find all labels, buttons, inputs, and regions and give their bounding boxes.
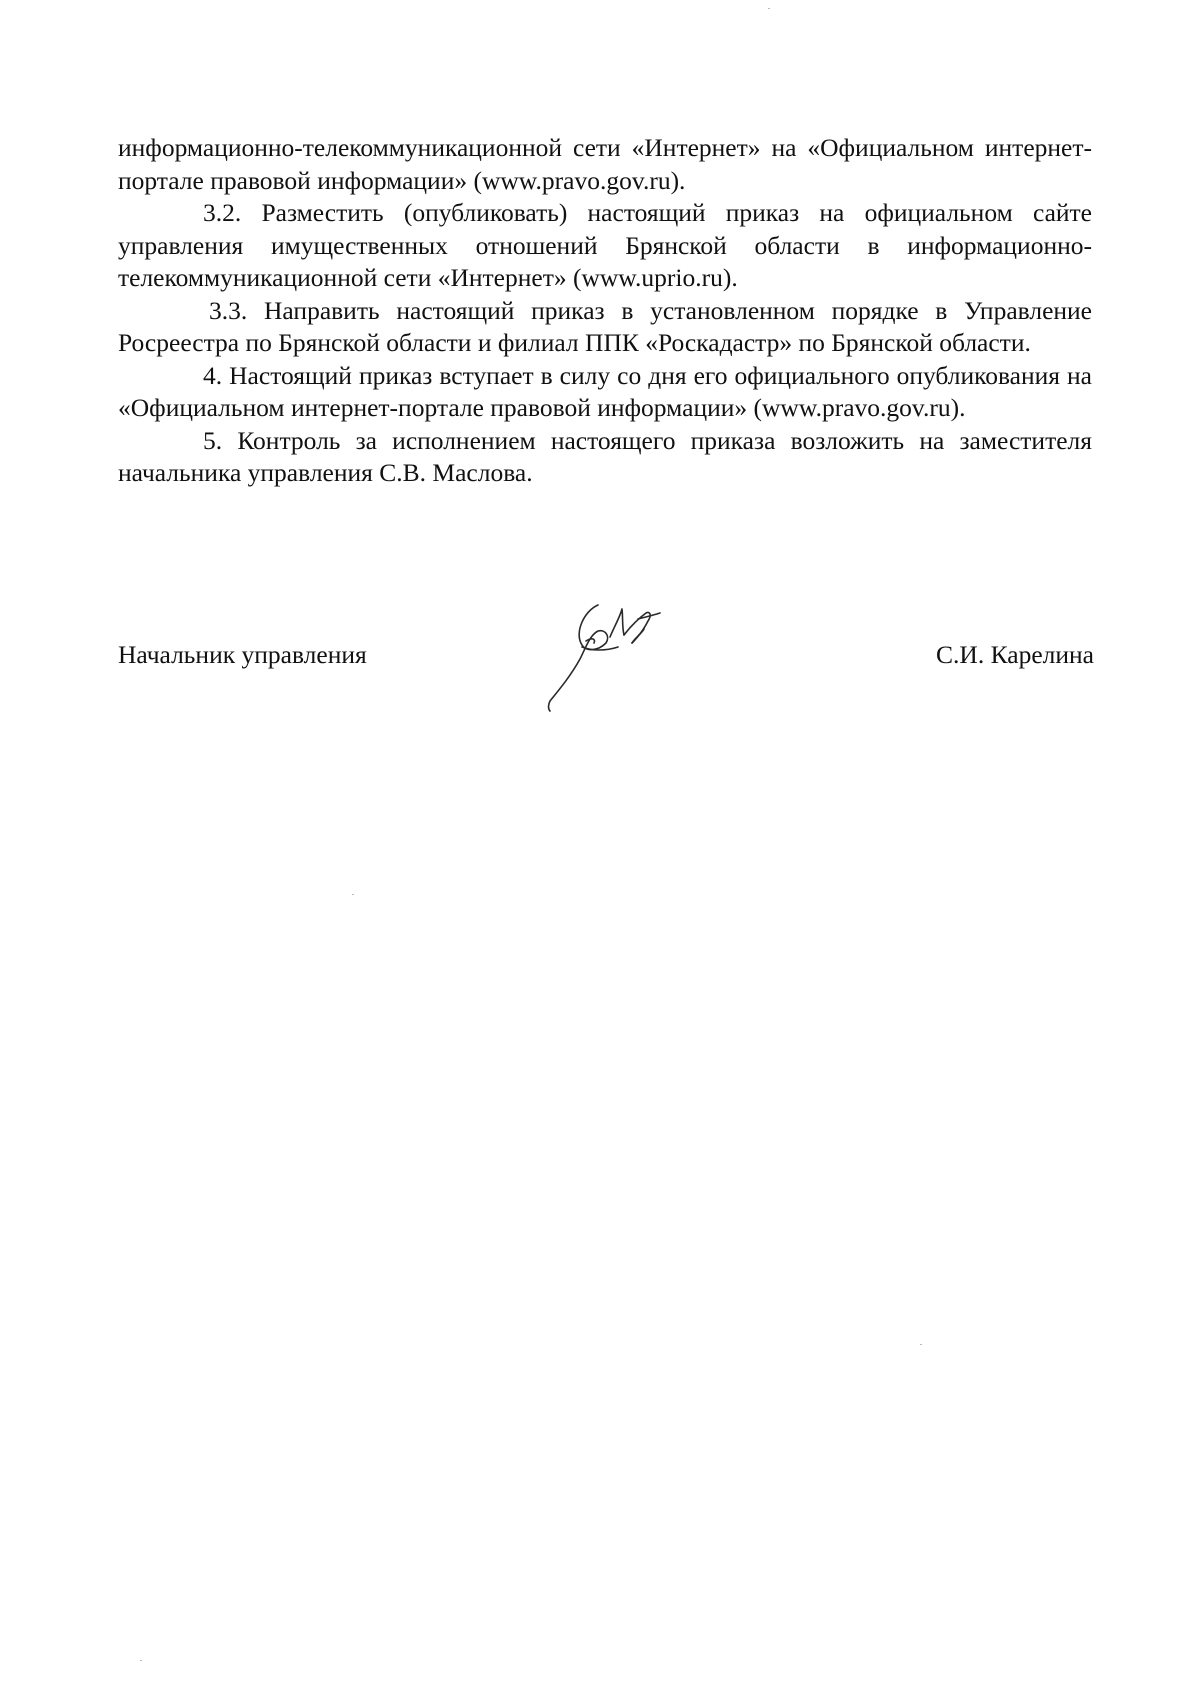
document-body <box>118 132 1092 490</box>
paragraph-continuation: информационно-телекоммуникационной сети «Интернет» на «Официальном интернет-портале правовой информации» (www.pravo.gov.ru). <box>118 133 1092 195</box>
scan-speck <box>140 1660 142 1661</box>
scan-speck <box>352 894 354 895</box>
scan-speck <box>920 1344 922 1345</box>
signatory-name: С.И. Карелина <box>936 640 1094 669</box>
paragraph-5: 5. Контроль за исполнением настоящего приказа возложить на заместителя начальника управления С.В. Маслова. <box>118 425 1092 487</box>
scan-speck <box>768 8 770 9</box>
paragraph-4: 4. Настоящий приказ вступает в силу со дня его официального опубликования на «Официальном интернет-портале правовой информации» (www.pravo.gov.ru). <box>118 360 1092 422</box>
handwritten-signature <box>546 597 706 712</box>
signatory-title: Начальник управления <box>118 640 367 669</box>
paragraph-3-3: 3.3. Направить настоящий приказ в установленном порядке в Управление Росреестра по Брянской области и филиал ППК «Роскадастр» по Брянской области. <box>118 295 1092 357</box>
paragraph-3-2: 3.2. Разместить (опубликовать) настоящий приказ на официальном сайте управления имущественных отношений Брянской области в информационно-телекоммуникационной сети «Интернет» (www.uprio.ru). <box>118 198 1092 292</box>
